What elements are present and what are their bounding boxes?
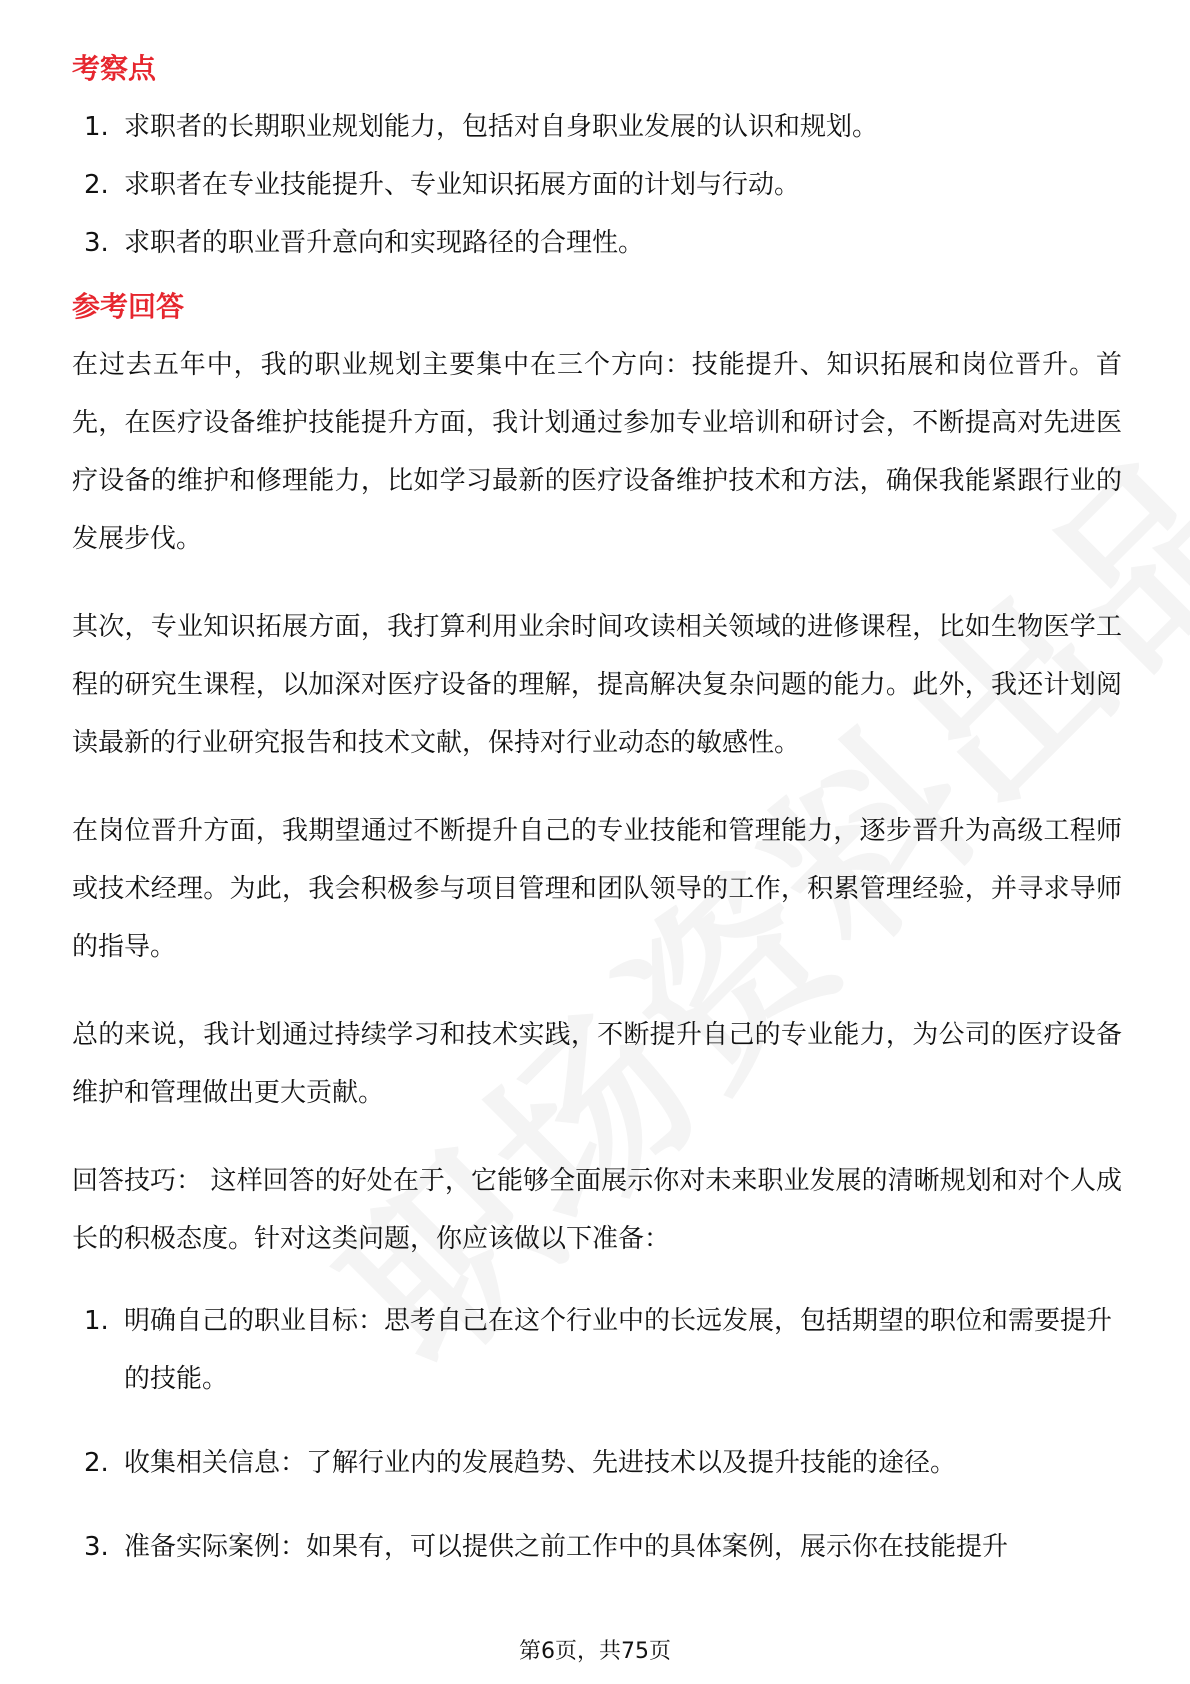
list-number: 3. — [84, 1532, 109, 1562]
list-item-text: 求职者的长期职业规划能力，包括对自身职业发展的认识和规划。 — [124, 112, 879, 142]
list-item-text: 求职者的职业晋升意向和实现路径的合理性。 — [124, 228, 645, 258]
list-item — [72, 1434, 1122, 1492]
section-heading-focus: 考察点 — [72, 52, 157, 85]
answer-paragraph: 其次，专业知识拓展方面，我打算利用业余时间攻读相关领域的进修课程，比如生物医学工程的研究生课程，以加深对医疗设备的理解，提高解决复杂问题的能力。此外，我还计划阅读最新的行业研究报告和技术文献，保持对行业动态的敏感性。 — [72, 612, 1122, 758]
list-item — [72, 98, 1122, 156]
list-number: 2. — [84, 170, 109, 200]
page-footer: 第6页，共75页 — [519, 1639, 671, 1664]
list-item — [72, 1518, 1122, 1576]
answer-tip: 回答技巧： 这样回答的好处在于，它能够全面展示你对未来职业发展的清晰规划和对个人成长的积极态度。针对这类问题，你应该做以下准备： — [72, 1166, 1122, 1254]
list-number: 1. — [84, 1306, 109, 1336]
list-item-text: 准备实际案例：如果有，可以提供之前工作中的具体案例，展示你在技能提升 — [124, 1532, 1009, 1562]
list-item — [72, 156, 1122, 214]
list-number: 3. — [84, 228, 109, 258]
page-content — [72, 40, 1122, 1602]
list-number: 1. — [84, 112, 109, 142]
section-heading-answer: 参考回答 — [72, 290, 185, 323]
list-item-text: 求职者在专业技能提升、专业知识拓展方面的计划与行动。 — [124, 170, 801, 200]
list-item — [72, 214, 1122, 272]
list-item-text: 收集相关信息：了解行业内的发展趋势、先进技术以及提升技能的途径。 — [124, 1448, 957, 1478]
list-item — [72, 1292, 1122, 1408]
answer-paragraph: 在过去五年中，我的职业规划主要集中在三个方向：技能提升、知识拓展和岗位晋升。首先，在医疗设备维护技能提升方面，我计划通过参加专业培训和研讨会，不断提高对先进医疗设备的维护和修理能力，比如学习最新的医疗设备维护技术和方法，确保我能紧跟行业的发展步伐。 — [72, 350, 1122, 554]
answer-paragraph: 总的来说，我计划通过持续学习和技术实践，不断提升自己的专业能力，为公司的医疗设备维护和管理做出更大贡献。 — [72, 1020, 1122, 1108]
answer-paragraph: 在岗位晋升方面，我期望通过不断提升自己的专业技能和管理能力，逐步晋升为高级工程师或技术经理。为此，我会积极参与项目管理和团队领导的工作，积累管理经验，并寻求导师的指导。 — [72, 816, 1122, 962]
focus-list — [72, 98, 1122, 272]
list-item-text: 明确自己的职业目标：思考自己在这个行业中的长远发展，包括期望的职位和需要提升的技能。 — [124, 1306, 1113, 1394]
list-number: 2. — [84, 1448, 109, 1478]
prep-list — [72, 1292, 1122, 1576]
